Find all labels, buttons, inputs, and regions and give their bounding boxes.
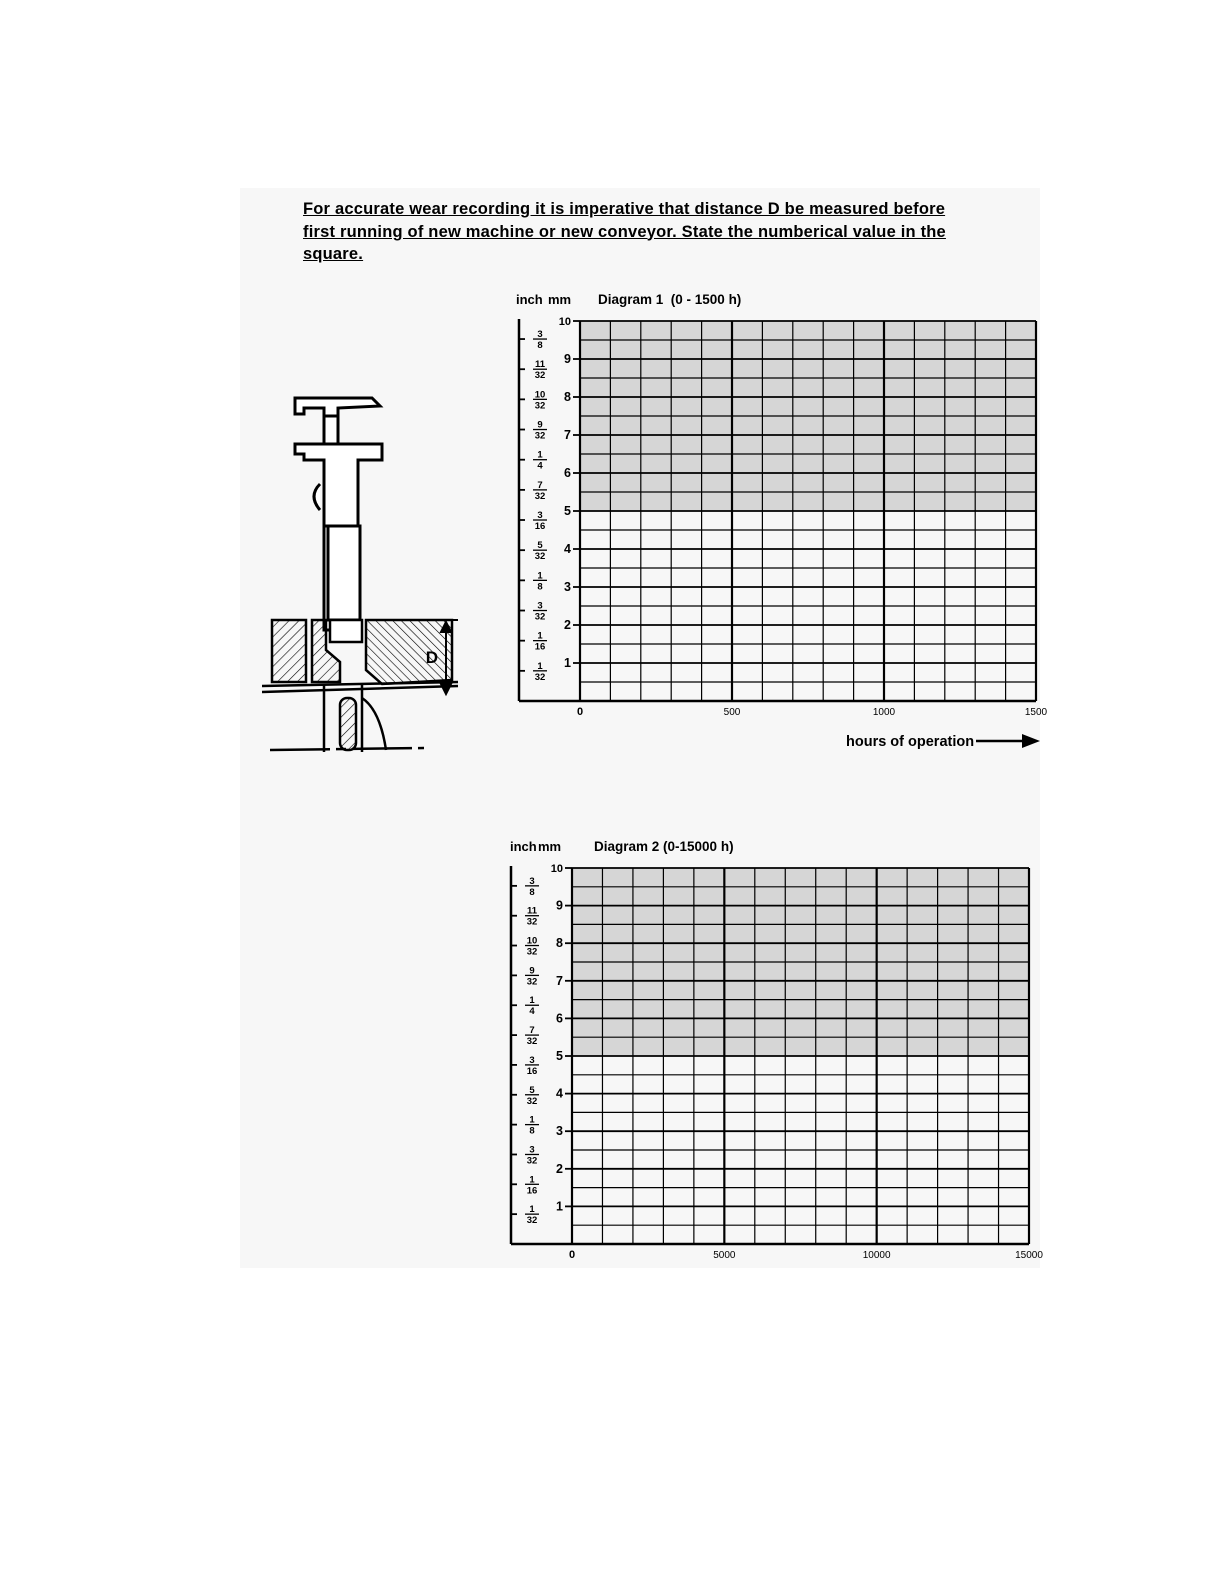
- inch-fraction-denominator: 16: [526, 1185, 538, 1197]
- inch-fraction-denominator: 32: [526, 1215, 538, 1227]
- x-tick-label: 0: [568, 1249, 576, 1261]
- inch-fraction-numerator: 3: [537, 329, 543, 341]
- work-piece-section: [262, 620, 458, 752]
- x-tick-label: 10000: [862, 1250, 891, 1261]
- inch-fraction-denominator: 8: [529, 886, 535, 898]
- mm-tick-label: 2: [564, 618, 571, 632]
- inch-fraction-denominator: 32: [534, 611, 546, 623]
- calliper-body: [295, 398, 382, 630]
- inch-fraction-denominator: 32: [534, 490, 546, 502]
- mm-tick-label: 10: [550, 863, 563, 875]
- mm-tick-label: 3: [556, 1124, 563, 1139]
- inch-fraction-numerator: 11: [526, 905, 538, 917]
- inch-fraction-numerator: 1: [529, 1114, 535, 1126]
- x-tick-label: 5000: [713, 1250, 736, 1261]
- inch-fraction-denominator: 32: [534, 671, 546, 683]
- mm-tick-label: 2: [556, 1161, 563, 1176]
- wear-grid: [511, 863, 1043, 1261]
- mm-tick-label: 5: [564, 504, 571, 518]
- mm-tick-label: 6: [556, 1011, 563, 1026]
- inch-fraction-numerator: 1: [537, 630, 543, 642]
- mm-tick-label: 3: [564, 580, 571, 594]
- inch-fraction-numerator: 1: [537, 570, 543, 582]
- mm-tick-label: 7: [564, 428, 571, 442]
- x-axis-label: hours of operation: [846, 734, 975, 750]
- mm-tick-label: 9: [556, 898, 563, 913]
- mm-tick-label: 1: [564, 656, 571, 670]
- inch-fraction-denominator: 32: [526, 1095, 538, 1107]
- inch-fraction-denominator: 32: [534, 551, 546, 563]
- mm-unit-label: mm: [548, 292, 572, 307]
- inch-fraction-numerator: 7: [529, 1025, 535, 1037]
- x-axis-arrow: [976, 734, 1040, 748]
- inch-fraction-numerator: 3: [529, 1054, 535, 1066]
- inch-fraction-denominator: 4: [537, 460, 543, 472]
- inch-fraction-denominator: 16: [534, 521, 546, 533]
- inch-fraction-denominator: 4: [529, 1006, 535, 1018]
- inch-fraction-denominator: 16: [534, 641, 546, 653]
- inch-fraction-denominator: 8: [529, 1125, 535, 1137]
- diagram-2: [504, 832, 1049, 1272]
- inch-fraction-numerator: 3: [537, 600, 543, 612]
- diagram-1: [510, 285, 1050, 755]
- inch-fraction-numerator: 1: [529, 1174, 535, 1186]
- x-tick-label: 0: [576, 706, 584, 718]
- inch-fraction-numerator: 1: [529, 995, 535, 1007]
- inch-fraction-numerator: 5: [537, 540, 543, 552]
- inch-fraction-numerator: 3: [537, 510, 543, 522]
- x-tick-label: 1500: [1024, 707, 1048, 718]
- inch-fraction-numerator: 10: [534, 389, 546, 401]
- inch-fraction-numerator: 1: [529, 1204, 535, 1216]
- mm-tick-label: 8: [556, 936, 563, 951]
- mm-tick-label: 4: [564, 542, 571, 556]
- mm-tick-label: 1: [556, 1199, 563, 1214]
- inch-unit-label: inch: [516, 292, 543, 307]
- inch-fraction-denominator: 32: [526, 1155, 538, 1167]
- inch-fraction-denominator: 32: [534, 400, 546, 412]
- inch-fraction-denominator: 32: [526, 976, 538, 988]
- inch-fraction-numerator: 9: [537, 419, 543, 431]
- inch-fraction-numerator: 1: [537, 449, 543, 461]
- dimension-d-label: D: [425, 648, 438, 667]
- inch-fraction-denominator: 16: [526, 1065, 538, 1077]
- x-tick-label: 1000: [872, 707, 896, 718]
- x-tick-label: 500: [723, 707, 741, 718]
- mm-tick-label: 10: [558, 316, 571, 328]
- inch-fraction-numerator: 5: [529, 1084, 535, 1096]
- mm-tick-label: 7: [556, 973, 563, 988]
- wear-grid: [519, 316, 1048, 718]
- inch-unit-label: inch: [510, 839, 537, 854]
- mm-tick-label: 9: [564, 352, 571, 366]
- inch-fraction-denominator: 8: [537, 340, 543, 352]
- mm-tick-label: 6: [564, 466, 571, 480]
- inch-fraction-denominator: 32: [526, 1036, 538, 1048]
- diagram-title: Diagram 2 (0-15000 h): [594, 839, 734, 854]
- inch-fraction-numerator: 9: [529, 965, 535, 977]
- inch-fraction-denominator: 32: [534, 430, 546, 442]
- inch-fraction-denominator: 32: [534, 370, 546, 382]
- depth-gauge-illustration: [262, 380, 462, 760]
- inch-fraction-numerator: 11: [534, 359, 546, 371]
- x-tick-label: 15000: [1015, 1250, 1043, 1261]
- inch-fraction-denominator: 8: [537, 581, 543, 593]
- inch-fraction-denominator: 32: [526, 916, 538, 928]
- inch-fraction-numerator: 3: [529, 875, 535, 887]
- mm-tick-label: 5: [556, 1049, 563, 1063]
- inch-fraction-numerator: 1: [537, 660, 543, 672]
- inch-fraction-numerator: 10: [526, 935, 538, 947]
- inch-fraction-numerator: 7: [537, 479, 543, 491]
- inch-fraction-denominator: 32: [526, 946, 538, 958]
- measurement-notice: For accurate wear recording it is imperative that distance D be measured before first running of new machine or new conveyor. State the numberical value in the square.: [303, 200, 946, 263]
- diagram-title: Diagram 1 (0 - 1500 h): [598, 292, 742, 307]
- mm-tick-label: 8: [564, 390, 571, 404]
- mm-unit-label: mm: [538, 839, 562, 854]
- inch-fraction-numerator: 3: [529, 1144, 535, 1156]
- mm-tick-label: 4: [556, 1086, 563, 1101]
